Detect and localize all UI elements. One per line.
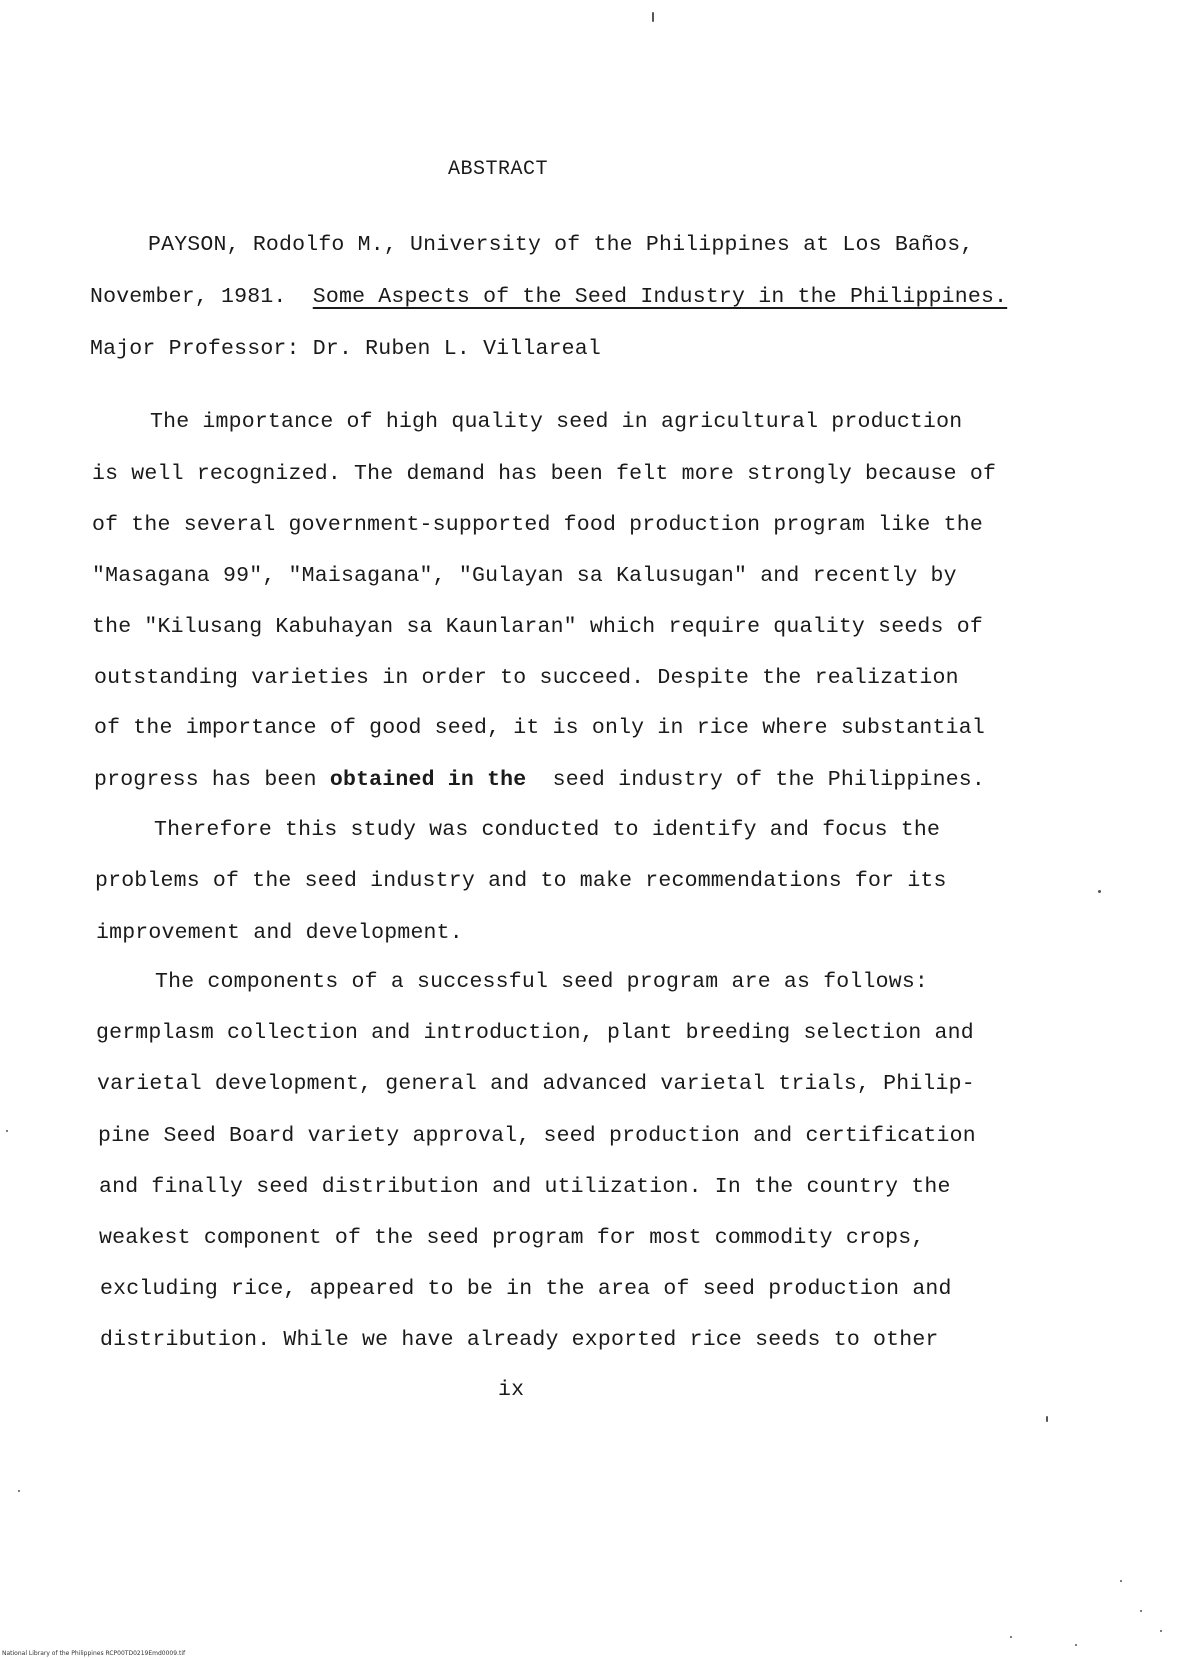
paragraph-3-line: pine Seed Board variety approval, seed production and certification xyxy=(98,1124,976,1148)
paragraph-3-line: weakest component of the seed program for most commodity crops, xyxy=(99,1226,925,1250)
paragraph-1-line: outstanding varieties in order to succeed. Despite the realization xyxy=(94,666,959,690)
scan-speck xyxy=(1120,1580,1122,1582)
paragraph-1-line: of the importance of good seed, it is only in rice where substantial xyxy=(94,716,985,740)
paragraph-2-line: improvement and development. xyxy=(96,921,463,945)
thesis-title: Some Aspects of the Seed Industry in the Philippines. xyxy=(312,285,1008,309)
paragraph-1-last-bold: obtained in the xyxy=(329,768,527,792)
scan-speck xyxy=(18,1490,20,1492)
citation-line-3: Major Professor: Dr. Ruben L. Villareal xyxy=(90,337,601,361)
paragraph-1-line: of the several government-supported food production program like the xyxy=(92,513,983,537)
scan-speck xyxy=(1160,1630,1162,1632)
scan-speck xyxy=(6,1130,8,1132)
abstract-heading: ABSTRACT xyxy=(448,158,549,181)
paragraph-1-line: is well recognized. The demand has been felt more strongly because of xyxy=(92,462,997,486)
paragraph-2-line: problems of the seed industry and to make recommendations for its xyxy=(95,869,947,893)
paragraph-1-line: The importance of high quality seed in agricultural production xyxy=(150,410,963,434)
citation-line-2 xyxy=(90,287,1007,309)
paragraph-2-line: Therefore this study was conducted to identify and focus the xyxy=(154,818,941,842)
scan-footer-caption: National Library of the Philippines RCP00TD0219Emd0009.tif xyxy=(2,1650,186,1657)
paragraph-3-line: distribution. While we have already exported rice seeds to other xyxy=(100,1328,939,1352)
paragraph-3-line: The components of a successful seed program are as follows: xyxy=(155,970,929,994)
citation-line-1: PAYSON, Rodolfo M., University of the Philippines at Los Baños, xyxy=(148,233,974,257)
scan-speck xyxy=(1098,890,1101,893)
paragraph-1-line: "Masagana 99", "Maisagana", "Gulayan sa Kalusugan" and recently by xyxy=(92,564,957,588)
paragraph-1-line: the "Kilusang Kabuhayan sa Kaunlaran" which require quality seeds of xyxy=(92,615,983,639)
paragraph-1-last-line xyxy=(94,770,985,792)
paragraph-1-last-prefix: progress has been xyxy=(94,768,317,792)
scan-speck xyxy=(1046,1416,1048,1422)
paragraph-3-line: excluding rice, appeared to be in the area of seed production and xyxy=(100,1277,952,1301)
paragraph-3-line: varietal development, general and advanced varietal trials, Philip- xyxy=(97,1072,975,1096)
paragraph-3-line: germplasm collection and introduction, plant breeding selection and xyxy=(96,1021,974,1045)
scan-speck xyxy=(1140,1610,1142,1612)
scan-speck xyxy=(652,12,654,22)
paragraph-3-line: and finally seed distribution and utilization. In the country the xyxy=(99,1175,951,1199)
paragraph-1-last-suffix: seed industry of the Philippines. xyxy=(552,768,985,792)
page-number: ix xyxy=(498,1378,525,1402)
citation-date: November, 1981. xyxy=(90,285,287,309)
scan-speck xyxy=(1075,1644,1077,1646)
scan-speck xyxy=(1010,1636,1012,1638)
